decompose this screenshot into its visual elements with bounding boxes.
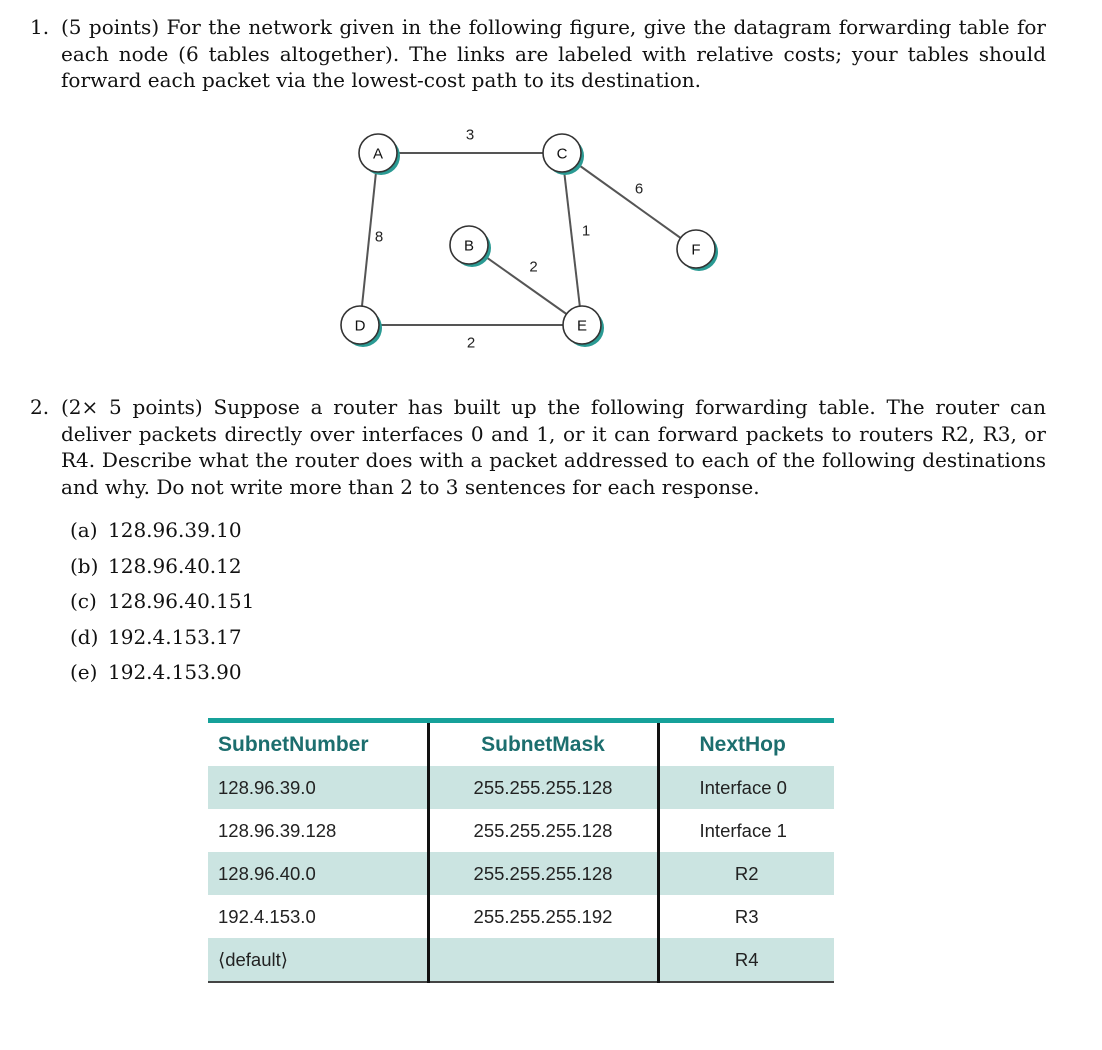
subnet-mask-cell: 255.255.255.128 [428, 809, 658, 852]
question-number: 2. [30, 395, 50, 419]
subnet-number-cell: 128.96.39.128 [208, 809, 428, 852]
node-label: B [463, 237, 475, 255]
link-cost-label: 8 [374, 228, 384, 246]
subnet-number-cell: 128.96.39.0 [208, 766, 428, 809]
destination-address: 128.96.39.10 [108, 518, 242, 542]
subnet-number-cell: 128.96.40.0 [208, 852, 428, 895]
link-c-e [562, 153, 582, 325]
question-1 [30, 14, 1046, 94]
destination-list [70, 515, 254, 693]
subnet-mask-cell [428, 938, 658, 982]
question-text: (2× 5 points) Suppose a router has built up the following forwarding table. The router can deliver packets directly over interfaces 0 and 1, or it can forward packets to routers R2, R3, or R4. Describe what the router does with a packet addressed to each of the following destinations and why. Do not write more than 2 to 3 sentences for each response. [61, 395, 1046, 499]
node-label: D [354, 317, 366, 335]
node-f [677, 230, 718, 271]
link-cost-label: 2 [466, 334, 476, 352]
question-2 [30, 394, 1046, 500]
node-label: F [691, 241, 701, 259]
node-d [341, 306, 382, 347]
part-label: (d) [70, 624, 99, 649]
list-item [70, 551, 254, 587]
subnet-mask-cell: 255.255.255.128 [428, 766, 658, 809]
part-label: (b) [70, 553, 99, 578]
link-cost-label: 6 [634, 180, 644, 198]
forwarding-table [208, 718, 834, 983]
table-row [208, 938, 834, 982]
node-c [543, 134, 584, 175]
table-row [208, 852, 834, 895]
part-label: (a) [70, 518, 98, 542]
question-number: 1. [30, 15, 50, 39]
subnet-number-cell: ⟨default⟩ [208, 938, 428, 982]
part-label: (c) [70, 589, 97, 613]
subnet-mask-cell: 255.255.255.128 [428, 852, 658, 895]
destination-address: 192.4.153.90 [108, 660, 242, 684]
column-header-next-hop: NextHop [699, 732, 786, 756]
table-header-row [208, 721, 834, 767]
network-diagram [330, 125, 730, 360]
destination-address: 192.4.153.17 [108, 624, 242, 649]
list-item [70, 515, 254, 551]
subnet-mask-cell: 255.255.255.192 [428, 895, 658, 938]
destination-address: 128.96.40.12 [108, 553, 242, 578]
link-cost-label: 2 [529, 258, 538, 276]
next-hop-cell: Interface 0 [658, 766, 834, 809]
table-row [208, 809, 834, 852]
subnet-number-cell: 192.4.153.0 [208, 895, 428, 938]
list-item [70, 657, 254, 693]
node-label: A [372, 145, 384, 163]
next-hop-cell: R3 [734, 905, 759, 927]
next-hop-cell: R2 [658, 852, 834, 895]
destination-address: 128.96.40.151 [108, 589, 255, 613]
next-hop-cell: R4 [658, 938, 834, 982]
node-b [450, 226, 491, 267]
next-hop-cell: Interface 1 [699, 819, 787, 841]
table-row [208, 766, 834, 809]
node-label: C [556, 145, 568, 163]
link-cost-label: 1 [581, 222, 591, 240]
table-row [208, 895, 834, 938]
column-header-subnet-mask: SubnetMask [428, 721, 658, 767]
node-a [359, 134, 400, 175]
node-label: E [576, 317, 588, 335]
link-cost-label: 3 [465, 126, 475, 144]
column-header-subnet-number: SubnetNumber [208, 721, 428, 767]
list-item [70, 622, 254, 658]
question-text: (5 points) For the network given in the following figure, give the datagram forwarding table for each node (6 tables altogether). The links are labeled with relative costs; your tables should forward each packet via the lowest-cost path to its destination. [61, 15, 1046, 92]
list-item [70, 586, 254, 622]
node-e [563, 306, 604, 347]
part-label: (e) [70, 660, 98, 684]
